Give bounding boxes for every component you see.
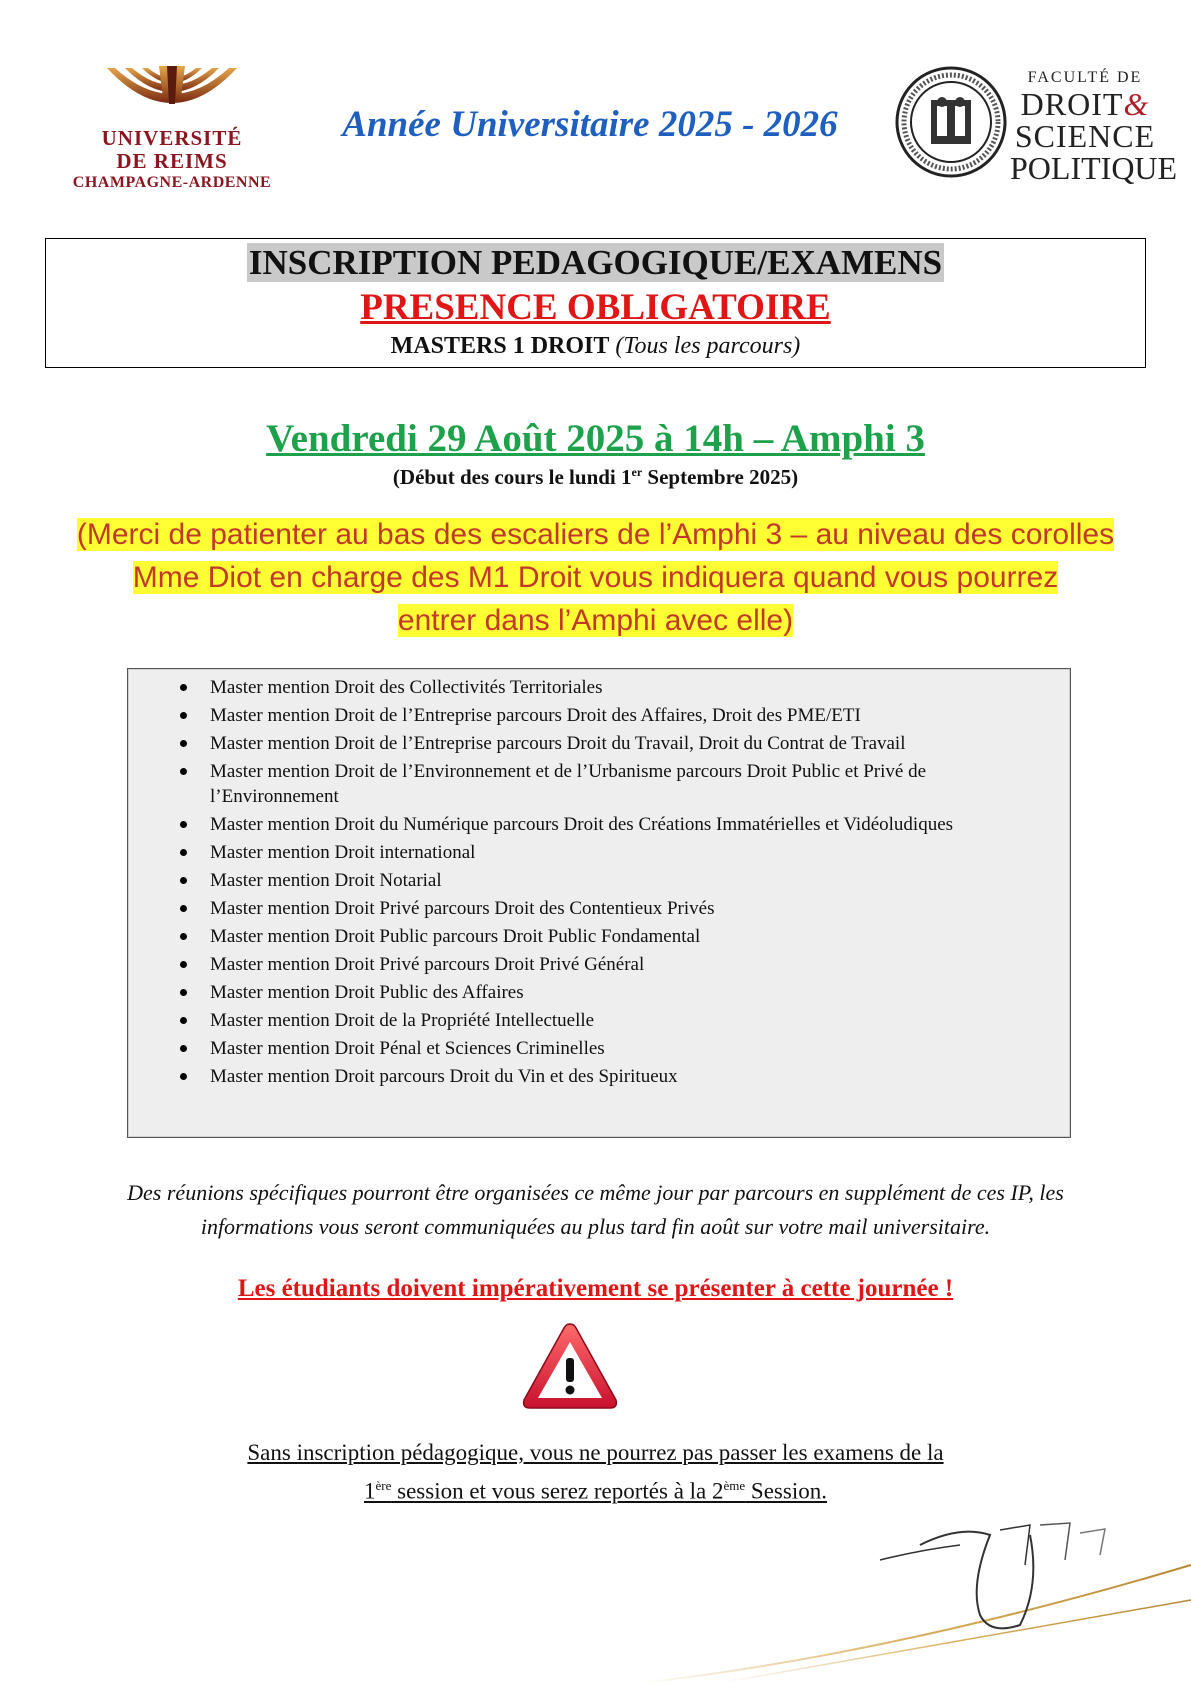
- bullet-icon: [180, 961, 187, 968]
- bullet-icon: [180, 768, 187, 775]
- mandatory-presence-title: PRESENCE OBLIGATOIRE: [360, 287, 831, 328]
- masters-list-box: [127, 668, 1071, 1138]
- list-item: Master mention Droit international: [128, 840, 1056, 865]
- masters-level-note: (Tous les parcours): [615, 333, 801, 359]
- university-name-line1: UNIVERSITÉ: [101, 126, 243, 150]
- university-logo: [52, 58, 292, 198]
- list-item: Master mention Droit Public parcours Droit Public Fondamental: [128, 924, 1056, 949]
- faculty-seal-icon: [895, 66, 1007, 178]
- university-name-line3: CHAMPAGNE-ARDENNE: [72, 174, 272, 191]
- bullet-icon: [180, 1017, 187, 1024]
- waiting-instructions-line1: (Merci de patienter au bas des escaliers de l’Amphi 3 – au niveau des corolles: [76, 518, 1115, 551]
- registration-box: [45, 238, 1146, 368]
- faculty-ampersand: &: [1123, 86, 1150, 122]
- bullet-icon: [180, 1045, 187, 1052]
- registration-title: INSCRIPTION PEDAGOGIQUE/EXAMENS: [248, 243, 943, 282]
- masters-list: [128, 669, 1070, 1089]
- course-start-note: (Début des cours le lundi 1er Septembre 2025): [392, 465, 799, 489]
- list-item: Master mention Droit du Numérique parcours Droit des Créations Immatérielles et Vidéoludiques: [128, 812, 1056, 837]
- list-item: Master mention Droit de l’Entreprise parcours Droit des Affaires, Droit des PME/ETI: [128, 703, 1056, 728]
- event-date: Vendredi 29 Août 2025 à 14h – Amphi 3: [266, 417, 925, 460]
- faculty-name-line1: FACULTÉ DE: [1027, 69, 1143, 86]
- list-item: Master mention Droit Notarial: [128, 868, 1056, 893]
- bullet-icon: [180, 989, 187, 996]
- faculty-name-line2: DROIT: [1020, 86, 1124, 122]
- list-item: Master mention Droit des Collectivités Territoriales: [128, 675, 1056, 700]
- bullet-icon: [180, 684, 187, 691]
- faculty-logo: [895, 66, 1178, 186]
- no-registration-consequence: Sans inscription pédagogique, vous ne pourrez pas passer les examens de la 1ère session et vous serez reportés à la 2ème Session.: [247, 1440, 944, 1504]
- bullet-icon: [180, 1073, 187, 1080]
- bullet-icon: [180, 905, 187, 912]
- list-item: Master mention Droit Public des Affaires: [128, 980, 1056, 1005]
- bullet-icon: [180, 933, 187, 940]
- list-item: Master mention Droit de l’Environnement et de l’Urbanisme parcours Droit Public et Privé de l’Environnement: [128, 759, 1056, 809]
- faculty-name-line4: POLITIQUE: [1010, 150, 1178, 186]
- list-item: Master mention Droit Pénal et Sciences Criminelles: [128, 1036, 1056, 1061]
- list-item: Master mention Droit Privé parcours Droit des Contentieux Privés: [128, 896, 1056, 921]
- bullet-icon: [180, 849, 187, 856]
- bullet-icon: [180, 712, 187, 719]
- list-item: Master mention Droit Privé parcours Droit Privé Général: [128, 952, 1056, 977]
- waiting-instructions: [20, 513, 1171, 642]
- bullet-icon: [180, 821, 187, 828]
- list-item: Master mention Droit parcours Droit du Vin et des Spiritueux: [128, 1064, 1056, 1089]
- list-item: Master mention Droit de la Propriété Intellectuelle: [128, 1008, 1056, 1033]
- masters-level-label: MASTERS 1 DROIT: [390, 333, 610, 359]
- bullet-icon: [180, 740, 187, 747]
- university-arch-icon: [97, 58, 247, 124]
- list-item: Master mention Droit de l’Entreprise parcours Droit du Travail, Droit du Contrat de Travail: [128, 731, 1056, 756]
- footer-decoration: [640, 1505, 1191, 1684]
- waiting-instructions-line2: Mme Diot en charge des M1 Droit vous indiquera quand vous pourrez: [132, 561, 1059, 594]
- faculty-name-line3: SCIENCE: [1014, 118, 1156, 154]
- specific-meetings-info: Des réunions spécifiques pourront être organisées ce même jour par parcours en supplément de ces IP, les informations vous seront communiquées au plus tard fin août sur votre mail universitaire.: [127, 1180, 1064, 1239]
- masters-level: [46, 333, 1145, 360]
- academic-year-title: Année Universitaire 2025 - 2026: [342, 104, 838, 145]
- waiting-instructions-line3: entrer dans l’Amphi avec elle): [397, 604, 794, 637]
- university-name-line2: DE REIMS: [116, 149, 228, 173]
- bullet-icon: [180, 877, 187, 884]
- warning-icon: [520, 1320, 620, 1412]
- attendance-warning: Les étudiants doivent impérativement se présenter à cette journée !: [237, 1275, 954, 1302]
